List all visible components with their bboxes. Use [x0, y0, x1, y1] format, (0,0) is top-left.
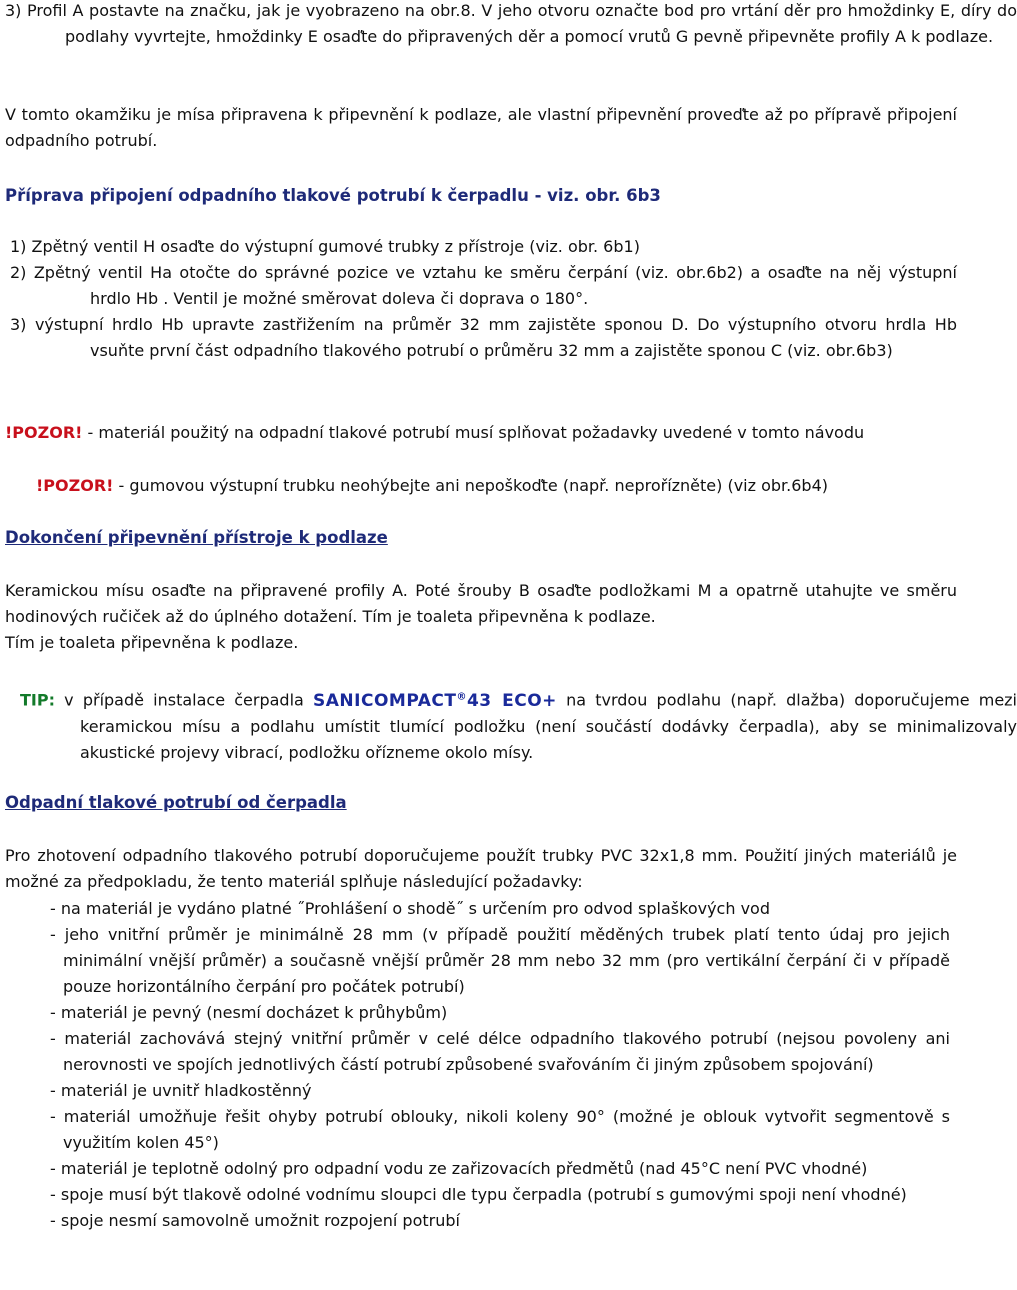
tip-text-before: v případě instalace čerpadla: [55, 690, 314, 710]
warning-2: [36, 473, 828, 499]
list-item: - materiál je uvnitř hladkostěnný: [50, 1081, 312, 1100]
warning-label: !POZOR!: [5, 423, 83, 442]
brand-model: 43 ECO+: [466, 690, 557, 711]
brand-registered-mark: ®: [456, 691, 467, 702]
warning-text: - materiál použitý na odpadní tlakové potrubí musí splňovat požadavky uvedené v tomto návodu: [82, 423, 865, 442]
finish-note: Tím je toaleta připevněna k podlaze.: [5, 633, 299, 652]
prep-steps-list: [5, 234, 957, 364]
step-3-paragraph: 3) Profil A postavte na značku, jak je vyobrazeno na obr.8. V jeho otvoru označte bod pro vrtání děr pro hmoždinky E, díry do podlahy vyvrtejte, hmoždinky E osaďte do připravených děr a pomocí vrutů G pevně připevněte profily A k podlaze.: [5, 1, 1017, 46]
list-item: - materiál zachovává stejný vnitřní průměr v celé délce odpadního tlakového potrubí (nejsou povoleny ani nerovnosti ve spojích jednotlivých částí potrubí způsobené svařováním či jiným způsobem spojování): [50, 1029, 950, 1074]
tip-paragraph: [5, 684, 1017, 766]
list-item: 3) výstupní hrdlo Hb upravte zastřižením na průměr 32 mm zajistěte sponou D. Do výstupního otvoru hrdla Hb vsuňte první část odpadního tlakového potrubí o průměru 32 mm a zajistěte sponou C (viz. obr.6b3): [10, 315, 957, 360]
list-item: - materiál umožňuje řešit ohyby potrubí oblouky, nikoli koleny 90° (možné je oblouk vytvořit segmentově s využitím kolen 45°): [50, 1107, 950, 1152]
brand-name: SANICOMPACT: [313, 690, 457, 711]
warning-label: !POZOR!: [36, 476, 114, 495]
list-item: - na materiál je vydáno platné ˝Prohlášení o shodě˝ s určením pro odvod splaškových vod: [50, 899, 770, 918]
finish-paragraph: Keramickou mísu osaďte na připravené profily A. Poté šrouby B osaďte podložkami M a opatrně utahujte ve směru hodinových ručiček až do úplného dotažení. Tím je toaleta připevněna k podlaze.: [5, 581, 957, 626]
section-heading-prep: [5, 183, 661, 209]
list-item: - materiál je teplotně odolný pro odpadní vodu ze zařizovacích předmětů (nad 45°C není PVC vhodné): [50, 1159, 868, 1178]
pipe-intro-paragraph: Pro zhotovení odpadního tlakového potrubí doporučujeme použít trubky PVC 32x1,8 mm. Použití jiných materiálů je možné za předpokladu, že tento materiál splňuje následující požadavky:: [5, 846, 957, 891]
brand-logo: [313, 691, 557, 711]
tip-text-after: na tvrdou podlahu (např. dlažba) doporučujeme mezi keramickou mísu a podlahu umístit tlumící podložku (není součástí dodávky čerpadla), aby se minimalizovaly akustické projevy vibrací, podložku ořízneme okolo mísy.: [80, 690, 1017, 762]
section-heading-pipe: Odpadní tlakové potrubí od čerpadla: [5, 793, 347, 812]
warning-1: [5, 420, 864, 446]
list-item: - spoje nesmí samovolně umožnit rozpojení potrubí: [50, 1211, 460, 1230]
list-item: - spoje musí být tlakově odolné vodnímu sloupci dle typu čerpadla (potrubí s gumovými spoji není vhodné): [50, 1185, 907, 1204]
list-item: 1) Zpětný ventil H osaďte do výstupní gumové trubky z přístroje (viz. obr. 6b1): [10, 237, 640, 256]
requirements-list: [50, 896, 950, 1234]
list-item: 2) Zpětný ventil Ha otočte do správné pozice ve vztahu ke směru čerpání (viz. obr.6b2) a osaďte na něj výstupní hrdlo Hb . Ventil je možné směrovat doleva či doprava o 180°.: [10, 263, 957, 308]
tip-label: TIP:: [20, 690, 55, 710]
warning-text: - gumovou výstupní trubku neohýbejte ani nepoškoďte (např. neprořízněte) (viz obr.6b4): [113, 476, 829, 495]
list-item: - jeho vnitřní průměr je minimálně 28 mm (v případě použití měděných trubek platí tento údaj pro jejich minimální vnější průměr) a současně vnější průměr 28 mm nebo 32 mm (pro vertikální čerpání či v případě pouze horizontálního čerpání pro počátek potrubí): [50, 925, 950, 996]
list-item: - materiál je pevný (nesmí docházet k průhybům): [50, 1003, 448, 1022]
section-heading-prep-text: Příprava připojení odpadního tlakové potrubí k čerpadlu - viz. obr. 6b3: [5, 186, 661, 205]
note-paragraph: V tomto okamžiku je mísa připravena k připevnění k podlaze, ale vlastní připevnění proveďte až po přípravě připojení odpadního potrubí.: [5, 105, 957, 150]
section-heading-finish: Dokončení připevnění přístroje k podlaze: [5, 528, 388, 547]
